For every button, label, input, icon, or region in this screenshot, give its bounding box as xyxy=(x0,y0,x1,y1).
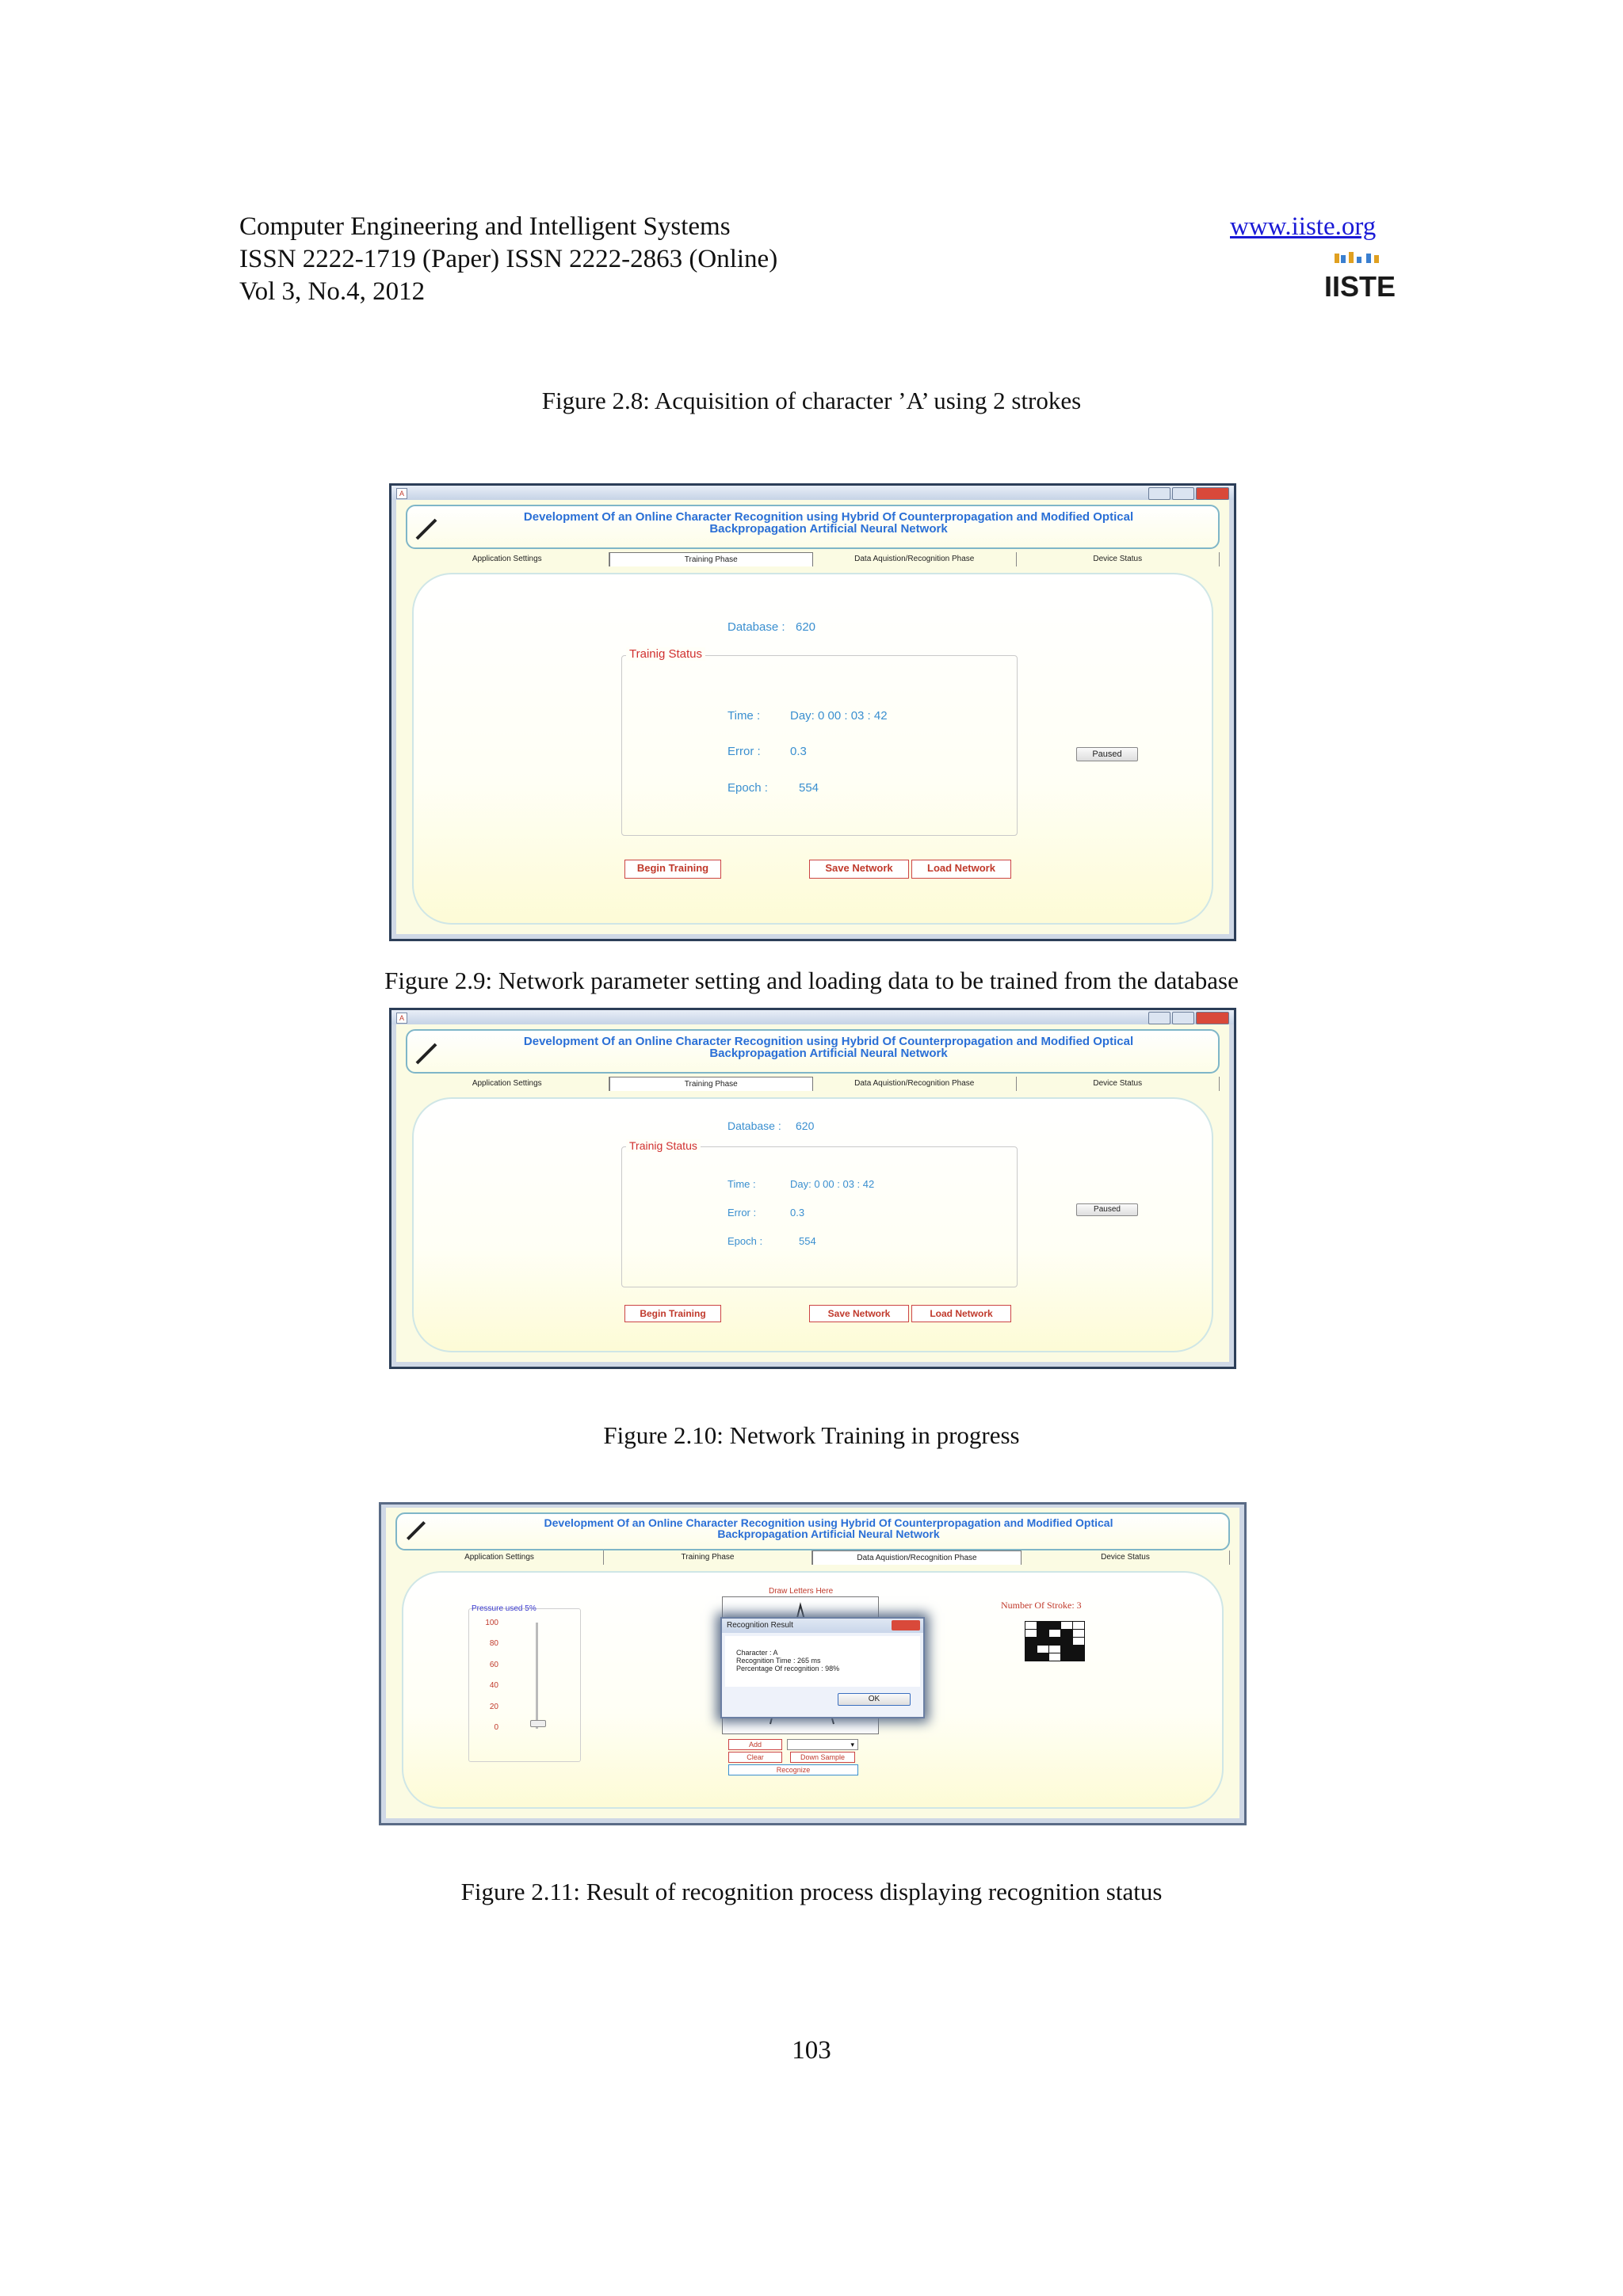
pressure-slider-track xyxy=(536,1623,538,1729)
time-value: Day: 0 00 : 03 : 42 xyxy=(790,1178,875,1190)
tab-bar xyxy=(406,1077,1220,1091)
database-value: 620 xyxy=(796,620,816,634)
caption-fig-2-8: Figure 2.8: Acquisition of character ’A’ using 2 strokes xyxy=(541,387,1082,414)
save-network-button[interactable]: Save Network xyxy=(809,860,909,879)
pressure-slider-thumb[interactable] xyxy=(530,1720,546,1727)
tab-data-acquisition[interactable]: Data Aquistion/Recognition Phase xyxy=(813,1077,1017,1091)
grid-cell xyxy=(1049,1622,1060,1629)
error-label: Error : xyxy=(727,745,761,758)
fig-2-10-screenshot xyxy=(389,1008,1236,1369)
grid-cell xyxy=(1025,1653,1037,1661)
draw-letters-label: Draw Letters Here xyxy=(769,1587,834,1596)
pressure-tick: 40 xyxy=(489,1681,498,1690)
window-controls xyxy=(1148,1012,1229,1024)
caption-fig-2-11: Figure 2.11: Result of recognition process displaying recognition status xyxy=(460,1878,1163,1905)
caption-fig-2-10: Figure 2.10: Network Training in progress xyxy=(603,1421,1020,1449)
grid-cell xyxy=(1025,1638,1037,1645)
dialog-title: Recognition Result xyxy=(722,1619,923,1633)
fig-2-9-screenshot xyxy=(389,483,1236,941)
pen-icon xyxy=(416,519,437,540)
recognize-button[interactable]: Recognize xyxy=(728,1764,858,1775)
window-titlebar xyxy=(391,1010,1234,1024)
training-status-title: Trainig Status xyxy=(626,647,705,661)
grid-cell xyxy=(1061,1622,1072,1629)
tab-training-phase[interactable]: Training Phase xyxy=(604,1550,812,1565)
grid-cell xyxy=(1049,1630,1060,1637)
app-icon: A xyxy=(396,1013,407,1024)
epoch-label: Epoch : xyxy=(727,1235,763,1247)
grid-cell xyxy=(1061,1653,1072,1661)
grid-cell xyxy=(1061,1646,1072,1653)
app-banner xyxy=(406,505,1220,549)
tab-training-phase[interactable]: Training Phase xyxy=(609,1077,814,1091)
database-label: Database : xyxy=(727,620,785,634)
grid-cell xyxy=(1037,1638,1048,1645)
save-network-button[interactable]: Save Network xyxy=(809,1305,909,1322)
time-label: Time : xyxy=(727,709,761,723)
dialog-body xyxy=(725,1636,920,1687)
grid-cell xyxy=(1025,1630,1037,1637)
error-value: 0.3 xyxy=(790,745,807,758)
time-value: Day: 0 00 : 03 : 42 xyxy=(790,709,888,723)
training-status-group xyxy=(621,1146,1018,1287)
grid-cell xyxy=(1025,1622,1037,1629)
epoch-value: 554 xyxy=(799,781,819,795)
chevron-down-icon: ▾ xyxy=(850,1741,854,1749)
paused-button[interactable]: Paused xyxy=(1076,747,1138,761)
journal-title: Computer Engineering and Intelligent Systems xyxy=(239,212,731,241)
grid-cell xyxy=(1073,1622,1084,1629)
add-button[interactable]: Add xyxy=(728,1739,782,1750)
tab-training-phase[interactable]: Training Phase xyxy=(609,552,814,566)
journal-volume: Vol 3, No.4, 2012 xyxy=(239,277,426,306)
banner-title-line2: Backpropagation Artificial Neural Network xyxy=(717,1527,940,1540)
tab-bar xyxy=(406,552,1220,566)
pen-icon xyxy=(407,1521,426,1540)
begin-training-button[interactable]: Begin Training xyxy=(624,860,721,879)
minimize-icon[interactable] xyxy=(1148,487,1170,500)
database-value: 620 xyxy=(796,1119,815,1132)
grid-cell xyxy=(1025,1646,1037,1653)
character-select[interactable] xyxy=(787,1739,858,1750)
journal-issn: ISSN 2222-1719 (Paper) ISSN 2222-2863 (Online) xyxy=(239,245,778,273)
paused-button[interactable]: Paused xyxy=(1076,1203,1138,1216)
banner-title-line2: Backpropagation Artificial Neural Network xyxy=(709,522,948,536)
result-character: Character : A xyxy=(736,1649,778,1657)
grid-cell xyxy=(1049,1646,1060,1653)
tab-application-settings[interactable]: Application Settings xyxy=(395,1550,604,1565)
pressure-tick: 100 xyxy=(485,1619,498,1627)
grid-cell xyxy=(1073,1653,1084,1661)
grid-cell xyxy=(1037,1622,1048,1629)
grid-cell xyxy=(1073,1630,1084,1637)
banner-title-line1: Development Of an Online Character Recognition using Hybrid Of Counterpropagation and Modified Optical xyxy=(523,1035,1134,1048)
pressure-tick: 0 xyxy=(494,1723,498,1732)
app-banner xyxy=(395,1512,1230,1550)
fig-2-11-screenshot xyxy=(379,1502,1247,1825)
pressure-title: Pressure used 5% xyxy=(472,1604,537,1613)
page-number: 103 xyxy=(792,2036,831,2065)
epoch-label: Epoch : xyxy=(727,781,768,795)
tab-data-acquisition[interactable]: Data Aquistion/Recognition Phase xyxy=(812,1550,1022,1565)
tab-device-status[interactable]: Device Status xyxy=(1022,1550,1230,1565)
maximize-icon[interactable] xyxy=(1172,487,1194,500)
tab-application-settings[interactable]: Application Settings xyxy=(406,552,609,566)
app-icon: A xyxy=(396,488,407,499)
grid-cell xyxy=(1049,1653,1060,1661)
training-status-title: Trainig Status xyxy=(626,1139,701,1152)
load-network-button[interactable]: Load Network xyxy=(911,860,1011,879)
time-label: Time : xyxy=(727,1178,756,1190)
maximize-icon[interactable] xyxy=(1172,1012,1194,1024)
result-time: Recognition Time : 265 ms xyxy=(736,1657,821,1665)
grid-cell xyxy=(1037,1630,1048,1637)
grid-cell xyxy=(1073,1638,1084,1645)
pen-icon xyxy=(416,1043,437,1065)
minimize-icon[interactable] xyxy=(1148,1012,1170,1024)
down-sample-button[interactable]: Down Sample xyxy=(790,1752,855,1763)
banner-title-line1: Development Of an Online Character Recognition using Hybrid Of Counterpropagation and Modified Optical xyxy=(544,1516,1113,1529)
app-banner xyxy=(406,1029,1220,1074)
ok-button[interactable]: OK xyxy=(838,1693,911,1706)
grid-cell xyxy=(1037,1646,1048,1653)
error-value: 0.3 xyxy=(790,1207,805,1219)
number-of-strokes: Number Of Stroke: 3 xyxy=(1001,1600,1082,1611)
close-icon[interactable] xyxy=(1196,1012,1229,1024)
banner-title-line1: Development Of an Online Character Recognition using Hybrid Of Counterpropagation and Modified Optical xyxy=(523,510,1134,524)
pressure-tick: 60 xyxy=(489,1661,498,1669)
tab-application-settings[interactable]: Application Settings xyxy=(406,1077,609,1091)
clear-button[interactable]: Clear xyxy=(728,1752,782,1763)
grid-cell xyxy=(1049,1638,1060,1645)
grid-cell xyxy=(1061,1638,1072,1645)
load-network-button[interactable]: Load Network xyxy=(911,1305,1011,1322)
error-label: Error : xyxy=(727,1207,757,1219)
database-label: Database : xyxy=(727,1119,781,1132)
training-status-group xyxy=(621,655,1018,836)
pressure-tick: 80 xyxy=(489,1639,498,1648)
begin-training-button[interactable]: Begin Training xyxy=(624,1305,721,1322)
pressure-tick: 20 xyxy=(489,1703,498,1711)
dialog-close-icon[interactable] xyxy=(892,1620,920,1630)
grid-cell xyxy=(1061,1630,1072,1637)
window-titlebar xyxy=(391,486,1234,500)
svg-text:IISTE: IISTE xyxy=(1323,270,1396,303)
tab-device-status[interactable]: Device Status xyxy=(1017,552,1220,566)
tab-device-status[interactable]: Device Status xyxy=(1017,1077,1220,1091)
recognition-result-dialog xyxy=(720,1617,925,1718)
window-controls xyxy=(1148,487,1229,500)
epoch-value: 554 xyxy=(799,1235,816,1247)
tab-data-acquisition[interactable]: Data Aquistion/Recognition Phase xyxy=(813,552,1017,566)
result-percentage: Percentage Of recognition : 98% xyxy=(736,1665,840,1672)
tab-bar xyxy=(395,1550,1230,1565)
website-link[interactable]: www.iiste.org xyxy=(1230,212,1377,241)
banner-title-line2: Backpropagation Artificial Neural Network xyxy=(709,1047,948,1060)
grid-cell xyxy=(1037,1653,1048,1661)
close-icon[interactable] xyxy=(1196,487,1229,500)
grid-cell xyxy=(1073,1646,1084,1653)
down-sample-grid xyxy=(1025,1621,1085,1661)
iiste-logo xyxy=(1323,250,1396,304)
caption-fig-2-9: Figure 2.9: Network parameter setting and loading data to be trained from the database xyxy=(384,967,1239,994)
